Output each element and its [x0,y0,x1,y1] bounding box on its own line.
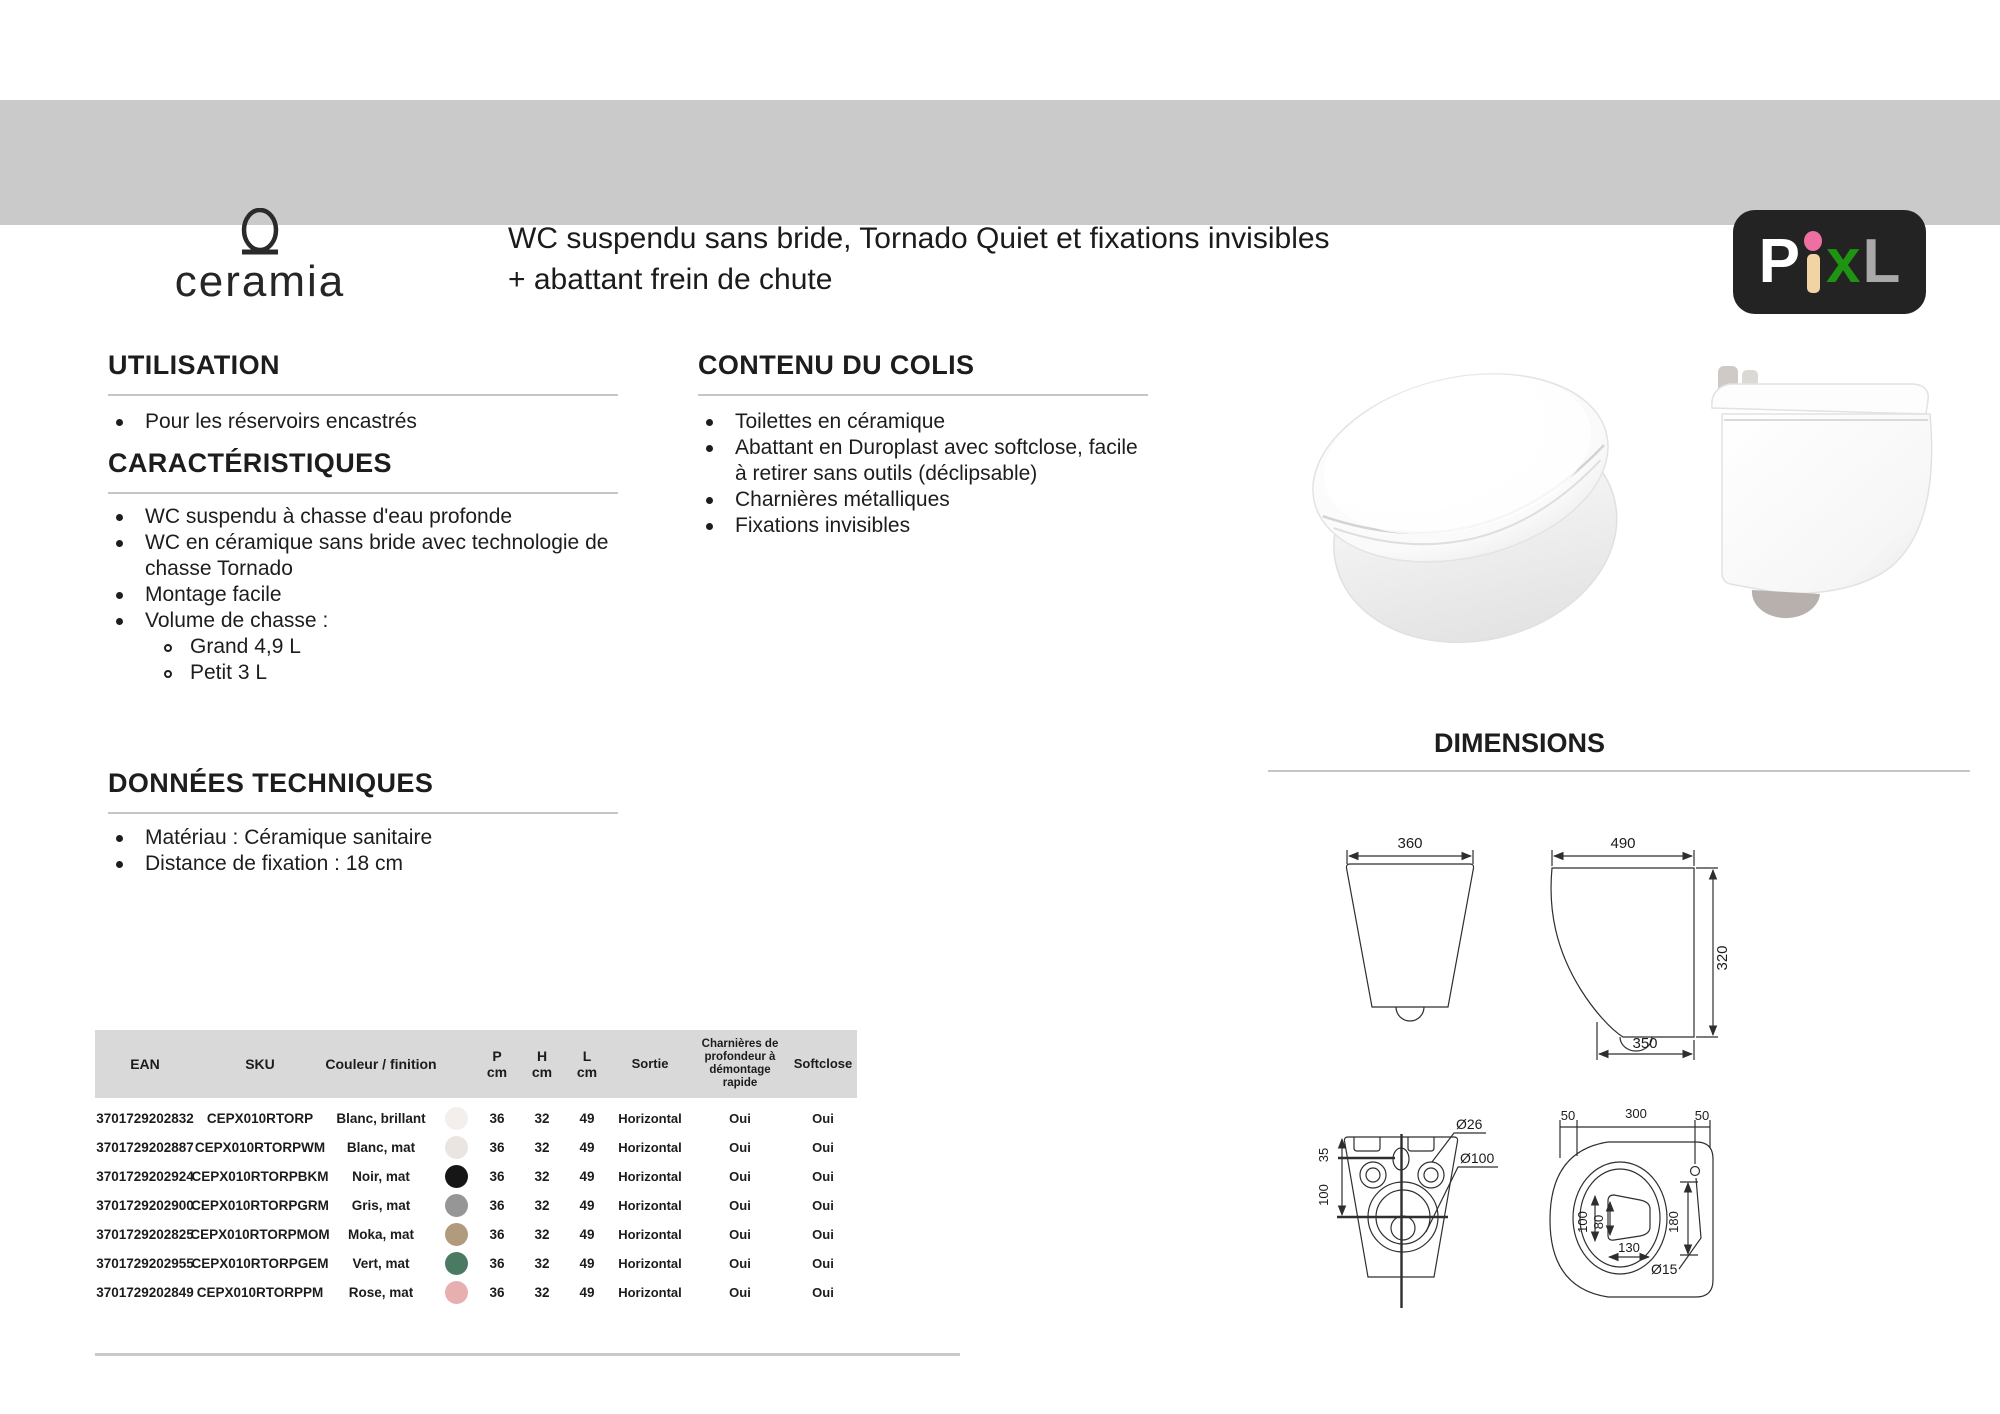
col-header-l: L cm [576,1048,598,1080]
table-header-row [95,1030,857,1098]
cell-l: 49 [579,1140,595,1155]
dim-label-320: 320 [1714,945,1731,971]
product-photo-three-quarter-view [1272,325,1667,655]
divider [1268,770,1970,772]
cell-couleur: Moka, mat [347,1227,415,1242]
cell-charnieres: Oui [729,1169,751,1184]
dim-label-350: 350 [1632,1035,1658,1052]
cell-h: 32 [534,1285,550,1300]
cell-swatch [437,1165,475,1188]
cell-couleur: Noir, mat [352,1169,410,1184]
cell-sku: CEPX010RTORPBKM [191,1169,329,1184]
pixl-logo [1733,210,1926,314]
bullet-icon [116,618,123,625]
table-row [95,1220,857,1249]
dim-label-100-rear: 100 [1316,1184,1331,1206]
cell-couleur: Rose, mat [348,1285,414,1300]
pixl-letter-p: P [1758,227,1800,296]
cell-h: 32 [534,1111,550,1126]
cell-swatch [437,1252,475,1275]
circle-bullet-icon [164,670,172,678]
list-item: Toilettes en céramique [698,409,1150,435]
list-subitem: Petit 3 L [108,660,620,686]
cell-swatch [437,1223,475,1246]
dim-label-490: 490 [1610,835,1636,852]
page-title-line1: WC suspendu sans bride, Tornado Quiet et fixations invisibles [508,222,1330,255]
bullet-icon [116,419,123,426]
cell-sortie: Horizontal [618,1111,682,1126]
divider [698,394,1148,396]
dim-label-180: 180 [1666,1211,1681,1233]
col-header-h: H cm [531,1048,553,1080]
section-utilisation [108,350,620,435]
color-swatch [445,1252,468,1275]
list-item: Fixations invisibles [698,513,1150,539]
cell-h: 32 [534,1169,550,1184]
bullet-icon [706,419,713,426]
bullet-icon [706,445,713,452]
drawing-side-view [1551,850,1718,1060]
cell-softclose: Oui [812,1111,834,1126]
cell-couleur: Vert, mat [352,1256,410,1271]
cell-h: 32 [534,1198,550,1213]
table-body [95,1098,857,1307]
drawing-front-view [1346,850,1473,1021]
list-item: Montage facile [108,582,620,608]
list-item: Volume de chasse : [108,608,620,634]
cell-l: 49 [579,1256,595,1271]
dimensions-heading: DIMENSIONS [1434,728,1606,758]
bullet-icon [116,540,123,547]
dim-label-35: 35 [1316,1147,1331,1163]
table-row [95,1104,857,1133]
cell-couleur: Blanc, mat [346,1140,416,1155]
list-item: Pour les réservoirs encastrés [108,409,620,435]
header-band [0,100,2000,306]
dim-label-80: 80 [1591,1214,1606,1230]
cell-sku: CEPX010RTORP [206,1111,314,1126]
dim-label-100-top: 100 [1575,1211,1590,1233]
col-header-sku: SKU [245,1056,275,1072]
cell-p: 36 [489,1169,505,1184]
divider [108,492,618,494]
footer-divider [95,1353,960,1356]
col-header-swatch [437,1030,475,1098]
cell-couleur: Blanc, brillant [336,1111,426,1126]
col-header-softclose: Softclose [793,1056,853,1071]
brand-logo [150,208,370,304]
bowl-body [1722,414,1932,593]
cell-sortie: Horizontal [618,1227,682,1242]
col-header-p: P cm [486,1048,508,1080]
cell-charnieres: Oui [729,1198,751,1213]
cell-ean: 3701729202924 [96,1169,194,1184]
cell-p: 36 [489,1285,505,1300]
cell-p: 36 [489,1111,505,1126]
color-swatch [445,1165,468,1188]
cell-h: 32 [534,1227,550,1242]
cell-charnieres: Oui [729,1285,751,1300]
cell-couleur: Gris, mat [351,1198,411,1213]
utilisation-heading: UTILISATION [108,350,280,380]
pixl-i-dot [1804,231,1822,251]
brand-name: ceramia [174,257,346,306]
cell-softclose: Oui [812,1140,834,1155]
cell-softclose: Oui [812,1256,834,1271]
technical-drawings [1268,790,1985,1400]
bullet-icon [116,835,123,842]
pixl-letter-l: L [1862,227,1901,296]
cell-charnieres: Oui [729,1111,751,1126]
col-header-sortie: Sortie [631,1056,669,1071]
cell-ean: 3701729202849 [96,1285,194,1300]
table-row [95,1278,857,1307]
cell-l: 49 [579,1169,595,1184]
cell-l: 49 [579,1227,595,1242]
list-item: Matériau : Céramique sanitaire [108,825,620,851]
bullet-icon [116,861,123,868]
list-item: Abattant en Duroplast avec softclose, facile à retirer sans outils (déclipsable) [698,435,1150,487]
section-caracteristiques [108,448,620,686]
drain-outlet [1752,590,1820,618]
bullet-icon [116,592,123,599]
cell-l: 49 [579,1111,595,1126]
cell-sortie: Horizontal [618,1285,682,1300]
cell-sortie: Horizontal [618,1198,682,1213]
color-swatch [445,1194,468,1217]
pixl-letter-x: x [1826,227,1861,296]
list-item: Charnières métalliques [698,487,1150,513]
cell-sortie: Horizontal [618,1140,682,1155]
cell-l: 49 [579,1198,595,1213]
cell-softclose: Oui [812,1285,834,1300]
cell-ean: 3701729202887 [96,1140,194,1155]
cell-p: 36 [489,1227,505,1242]
ceramia-bowl-icon [231,208,289,260]
product-table [95,1030,857,1307]
cell-sortie: Horizontal [618,1169,682,1184]
cell-sortie: Horizontal [618,1256,682,1271]
col-header-ean: EAN [130,1056,160,1072]
pixl-i-stem [1807,254,1820,293]
dim-label-360: 360 [1397,835,1423,852]
cell-swatch [437,1107,475,1130]
cell-ean: 3701729202825 [96,1227,194,1242]
dim-label-50-right: 50 [1694,1108,1710,1123]
bullet-icon [706,523,713,530]
pixl-letter-i [1804,231,1822,293]
cell-sku: CEPX010RTORPGEM [191,1256,329,1271]
product-photo-side-view [1678,322,1968,657]
table-row [95,1133,857,1162]
color-swatch [445,1107,468,1130]
divider [108,394,618,396]
cell-ean: 3701729202900 [96,1198,194,1213]
color-swatch [445,1281,468,1304]
cell-p: 36 [489,1198,505,1213]
list-subitem: Grand 4,9 L [108,634,620,660]
cell-h: 32 [534,1140,550,1155]
cell-swatch [437,1194,475,1217]
divider [108,812,618,814]
cell-charnieres: Oui [729,1140,751,1155]
cell-softclose: Oui [812,1227,834,1242]
bullet-icon [706,497,713,504]
bullet-icon [116,514,123,521]
cell-sku: CEPX010RTORPMOM [190,1227,330,1242]
dim-label-300: 300 [1625,1106,1647,1121]
cell-sku: CEPX010RTORPWM [194,1140,326,1155]
cell-sku: CEPX010RTORPGRM [191,1198,329,1213]
table-row [95,1162,857,1191]
color-swatch [445,1136,468,1159]
page-title-line2: + abattant frein de chute [508,263,833,296]
page-title [508,218,1608,300]
cell-ean: 3701729202955 [96,1256,194,1271]
cell-charnieres: Oui [729,1227,751,1242]
color-swatch [445,1223,468,1246]
cell-l: 49 [579,1285,595,1300]
list-item: Distance de fixation : 18 cm [108,851,620,877]
list-item: WC suspendu à chasse d'eau profonde [108,504,620,530]
col-header-couleur: Couleur / finition [325,1056,437,1072]
cell-h: 32 [534,1256,550,1271]
table-row [95,1249,857,1278]
col-header-charnieres: Charnières de profondeur à démontage rapide [701,1038,779,1089]
circle-bullet-icon [164,644,172,652]
cell-sku: CEPX010RTORPPM [196,1285,324,1300]
contenu-heading: CONTENU DU COLIS [698,350,975,380]
cell-charnieres: Oui [729,1256,751,1271]
cell-softclose: Oui [812,1169,834,1184]
dim-label-50-left: 50 [1560,1108,1576,1123]
cell-softclose: Oui [812,1198,834,1213]
table-row [95,1191,857,1220]
section-donnees-techniques [108,768,620,877]
dim-label-d26: Ø26 [1456,1116,1483,1132]
donnees-heading: DONNÉES TECHNIQUES [108,768,434,798]
cell-ean: 3701729202832 [96,1111,194,1126]
cell-swatch [437,1136,475,1159]
caracteristiques-heading: CARACTÉRISTIQUES [108,448,392,478]
seat-lid [1712,384,1928,414]
dim-label-130: 130 [1618,1240,1640,1255]
dim-label-d100: Ø100 [1460,1150,1495,1166]
cell-p: 36 [489,1256,505,1271]
dim-label-d15: Ø15 [1651,1261,1678,1277]
list-item: WC en céramique sans bride avec technologie de chasse Tornado [108,530,620,582]
cell-swatch [437,1281,475,1304]
drawing-top-view [1550,1120,1713,1297]
section-contenu [698,350,1150,539]
cell-p: 36 [489,1140,505,1155]
